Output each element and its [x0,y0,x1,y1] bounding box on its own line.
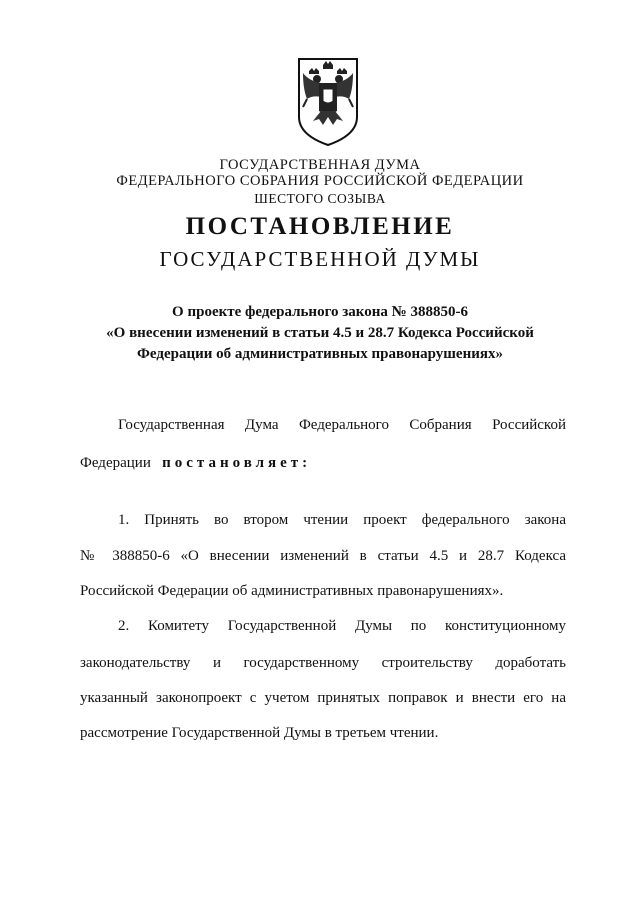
preamble-text: Федерации [80,455,151,471]
preamble-line-2 [80,455,566,472]
subject-line-1: О проекте федерального закона № 388850-6 [172,304,468,320]
document-subtitle: ГОСУДАРСТВЕННОЙ ДУМЫ [159,247,481,271]
item-2-line-2: законодательству и государственному строительству доработать [80,655,566,671]
preamble-line-1: Государственная Дума Федерального Собрания Российской [118,417,566,433]
item-2-line-3: указанный законопроект с учетом принятых поправок и внести его на [80,690,566,706]
item-1-line-1: 1. Принять во втором чтении проект федерального закона [118,512,566,528]
document-title: ПОСТАНОВЛЕНИЕ [185,213,455,240]
decree-word: постановляет: [162,455,312,471]
header-line-2: ФЕДЕРАЛЬНОГО СОБРАНИЯ РОССИЙСКОЙ ФЕДЕРАЦИИ [116,173,524,189]
subject-line-3: Федерации об административных правонарушениях» [137,346,503,362]
header-line-3: ШЕСТОГО СОЗЫВА [254,191,386,206]
emblem-icon [293,55,363,147]
header-line-1: ГОСУДАРСТВЕННАЯ ДУМА [219,157,421,173]
subject-line-2: «О внесении изменений в статьи 4.5 и 28.7 Кодекса Российской [106,325,534,341]
item-1-line-3: Российской Федерации об административных правонарушениях». [80,583,504,599]
item-1-line-2: № 388850-6 «О внесении изменений в статьи 4.5 и 28.7 Кодекса [80,548,566,564]
item-2-line-1: 2. Комитету Государственной Думы по конституционному [118,618,566,634]
item-2-line-4: рассмотрение Государственной Думы в третьем чтении. [80,725,439,741]
